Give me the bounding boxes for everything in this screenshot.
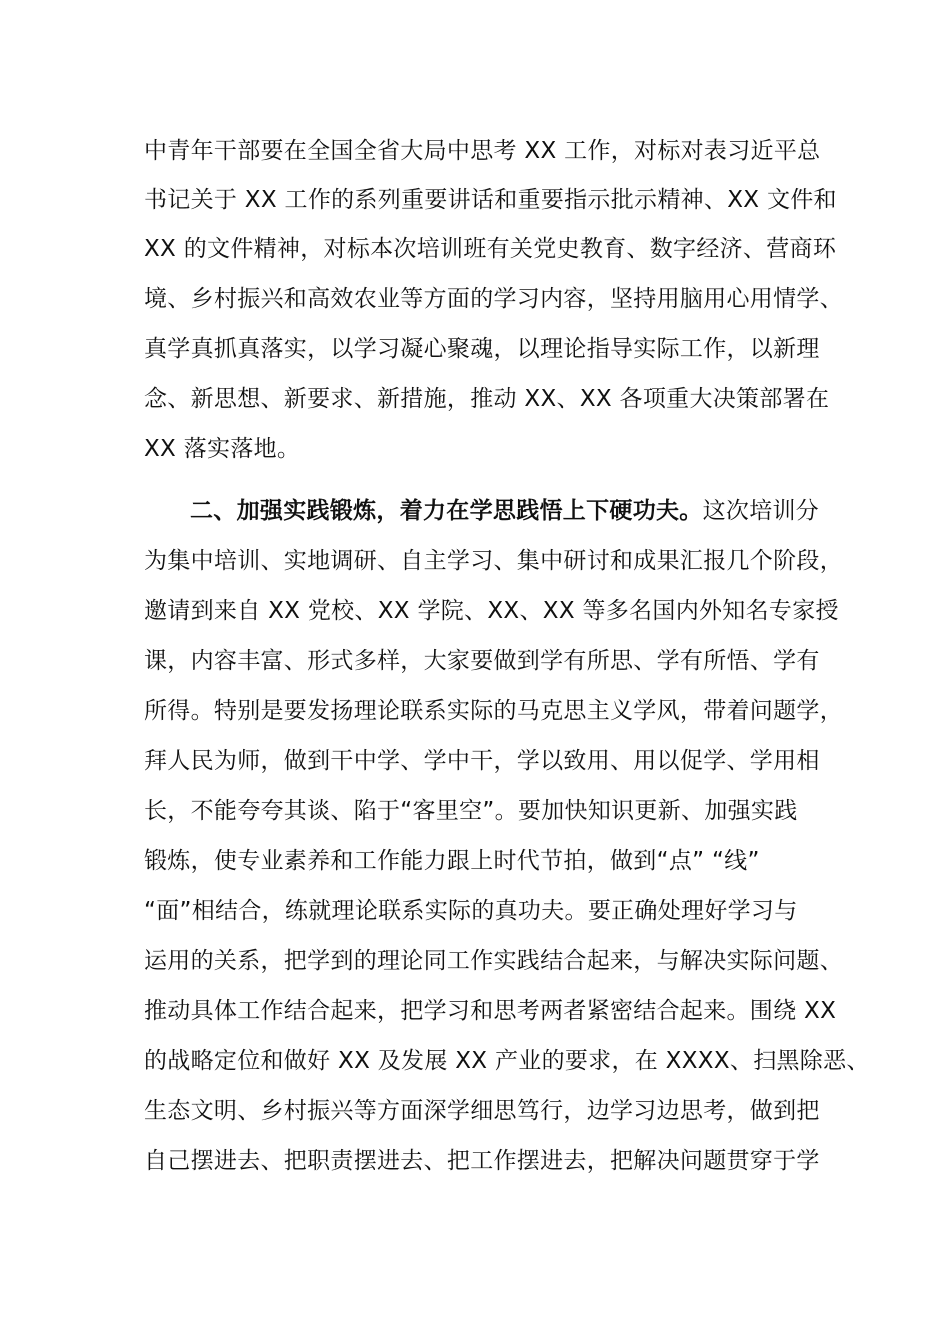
paragraph-2-line: 运用的关系，把学到的理论同工作实践结合起来，与解决实际问题、 bbox=[144, 948, 843, 974]
paragraph-2-line: 所得。特别是要发扬理论联系实际的马克思主义学风，带着问题学， bbox=[144, 698, 843, 724]
paragraph-2-line: 课，内容丰富、形式多样，大家要做到学有所思、学有所悟、学有 bbox=[144, 648, 820, 674]
paragraph-2-first-line-text: 这次培训分 bbox=[702, 498, 820, 524]
paragraph-2-line: “面”相结合，练就理论联系实际的真功夫。要正确处理好学习与 bbox=[144, 898, 798, 924]
paragraph-2-first-line bbox=[190, 496, 824, 526]
paragraph-1-line: 真学真抓真落实，以学习凝心聚魂，以理论指导实际工作，以新理 bbox=[144, 336, 820, 362]
paragraph-2-line: 锻炼，使专业素养和工作能力跟上时代节拍，做到“点” “线” bbox=[144, 848, 760, 874]
paragraph-2-line: 长，不能夸夸其谈、陷于“客里空”。要加快知识更新、加强实践 bbox=[144, 798, 798, 824]
paragraph-2-line: 生态文明、乡村振兴等方面深学细思笃行，边学习边思考，做到把 bbox=[144, 1098, 820, 1124]
paragraph-1-line: 念、新思想、新要求、新措施，推动 XX、XX 各项重大决策部署在 bbox=[144, 386, 830, 412]
paragraph-2-line: 自己摆进去、把职责摆进去、把工作摆进去，把解决问题贯穿于学 bbox=[144, 1148, 820, 1174]
paragraph-1-line: XX 落实落地。 bbox=[144, 436, 301, 462]
section-heading: 二、加强实践锻炼，着力在学思践悟上下硬功夫。 bbox=[190, 498, 703, 524]
paragraph-2-line: 为集中培训、实地调研、自主学习、集中研讨和成果汇报几个阶段， bbox=[144, 548, 843, 574]
paragraph-2-line: 推动具体工作结合起来，把学习和思考两者紧密结合起来。围绕 XX bbox=[144, 998, 837, 1024]
paragraph-2-line: 邀请到来自 XX 党校、XX 学院、XX、XX 等多名国内外知名专家授 bbox=[144, 598, 839, 624]
paragraph-1-line: 境、乡村振兴和高效农业等方面的学习内容，坚持用脑用心用情学、 bbox=[144, 286, 843, 312]
paragraph-1-line: 中青年干部要在全国全省大局中思考 XX 工作，对标对表习近平总 bbox=[144, 138, 821, 164]
paragraph-1-line: XX 的文件精神，对标本次培训班有关党史教育、数字经济、营商环 bbox=[144, 236, 837, 262]
paragraph-1-line: 书记关于 XX 工作的系列重要讲话和重要指示批示精神、XX 文件和 bbox=[144, 187, 837, 213]
paragraph-2-line: 拜人民为师，做到干中学、学中干，学以致用、用以促学、学用相 bbox=[144, 748, 820, 774]
paragraph-2-line: 的战略定位和做好 XX 及发展 XX 产业的要求，在 XXXX、扫黑除恶、 bbox=[144, 1048, 870, 1074]
